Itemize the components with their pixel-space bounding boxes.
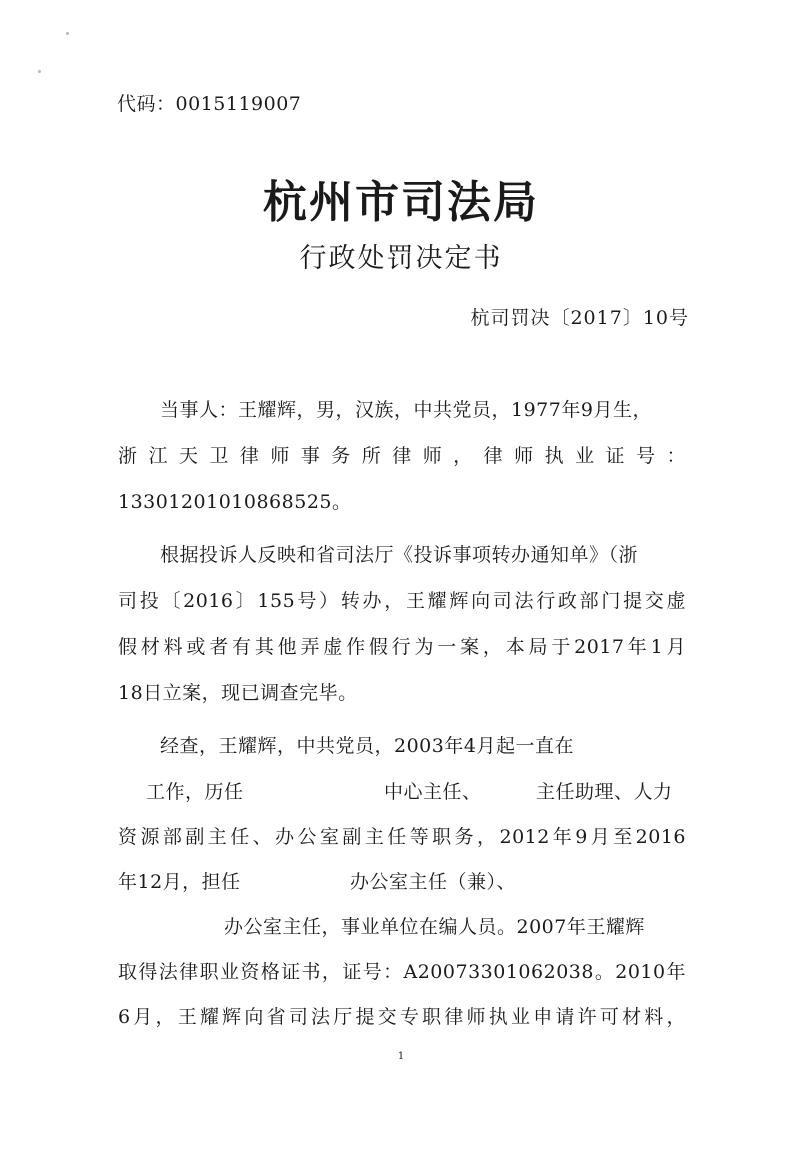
investigation-line: 办公室主任，事业单位在编人员。2007年王耀辉 bbox=[224, 916, 645, 938]
investigation-line: 资源部副主任、办公室副主任等职务，2012年9月至2016 bbox=[118, 826, 686, 848]
investigation-line: 经查，王耀辉，中共党员，2003年4月起一直在 bbox=[160, 735, 574, 757]
party-info-line: 浙江天卫律师事务所律师，律师执业证号： bbox=[118, 445, 686, 467]
investigation-line: 年12月，担任 bbox=[118, 871, 241, 893]
investigation-line: 工作，历任 bbox=[146, 781, 244, 803]
document-code: 代码：0015119007 bbox=[117, 93, 302, 115]
case-origin-line: 根据投诉人反映和省司法厅《投诉事项转办通知单》（浙 bbox=[160, 544, 639, 566]
case-origin-line: 司投〔2016〕155号）转办，王耀辉向司法行政部门提交虚 bbox=[118, 590, 686, 612]
scan-speck bbox=[66, 32, 69, 35]
party-info-line: 13301201010868525。 bbox=[118, 491, 352, 513]
investigation-line: 6月，王耀辉向省司法厅提交专职律师执业申请许可材料， bbox=[118, 1006, 686, 1028]
party-info-line: 当事人：王耀辉，男，汉族，中共党员，1977年9月生， bbox=[160, 399, 652, 421]
investigation-line: 取得法律职业资格证书，证号：A20073301062038。2010年 bbox=[118, 961, 686, 983]
investigation-line: 主任助理、人力 bbox=[536, 781, 673, 803]
page-number: 1 bbox=[397, 1051, 405, 1062]
decision-number: 杭司罚决〔2017〕10号 bbox=[470, 307, 689, 329]
case-origin-line: 18日立案，现已调查完毕。 bbox=[118, 682, 358, 704]
case-origin-line: 假材料或者有其他弄虚作假行为一案，本局于2017年1月 bbox=[118, 636, 686, 658]
issuing-authority-title: 杭州市司法局 bbox=[263, 177, 539, 228]
document-type-subtitle: 行政处罚决定书 bbox=[299, 243, 503, 274]
investigation-line: 办公室主任（兼）、 bbox=[350, 871, 517, 893]
scan-speck bbox=[38, 70, 41, 73]
investigation-line: 中心主任、 bbox=[384, 781, 482, 803]
